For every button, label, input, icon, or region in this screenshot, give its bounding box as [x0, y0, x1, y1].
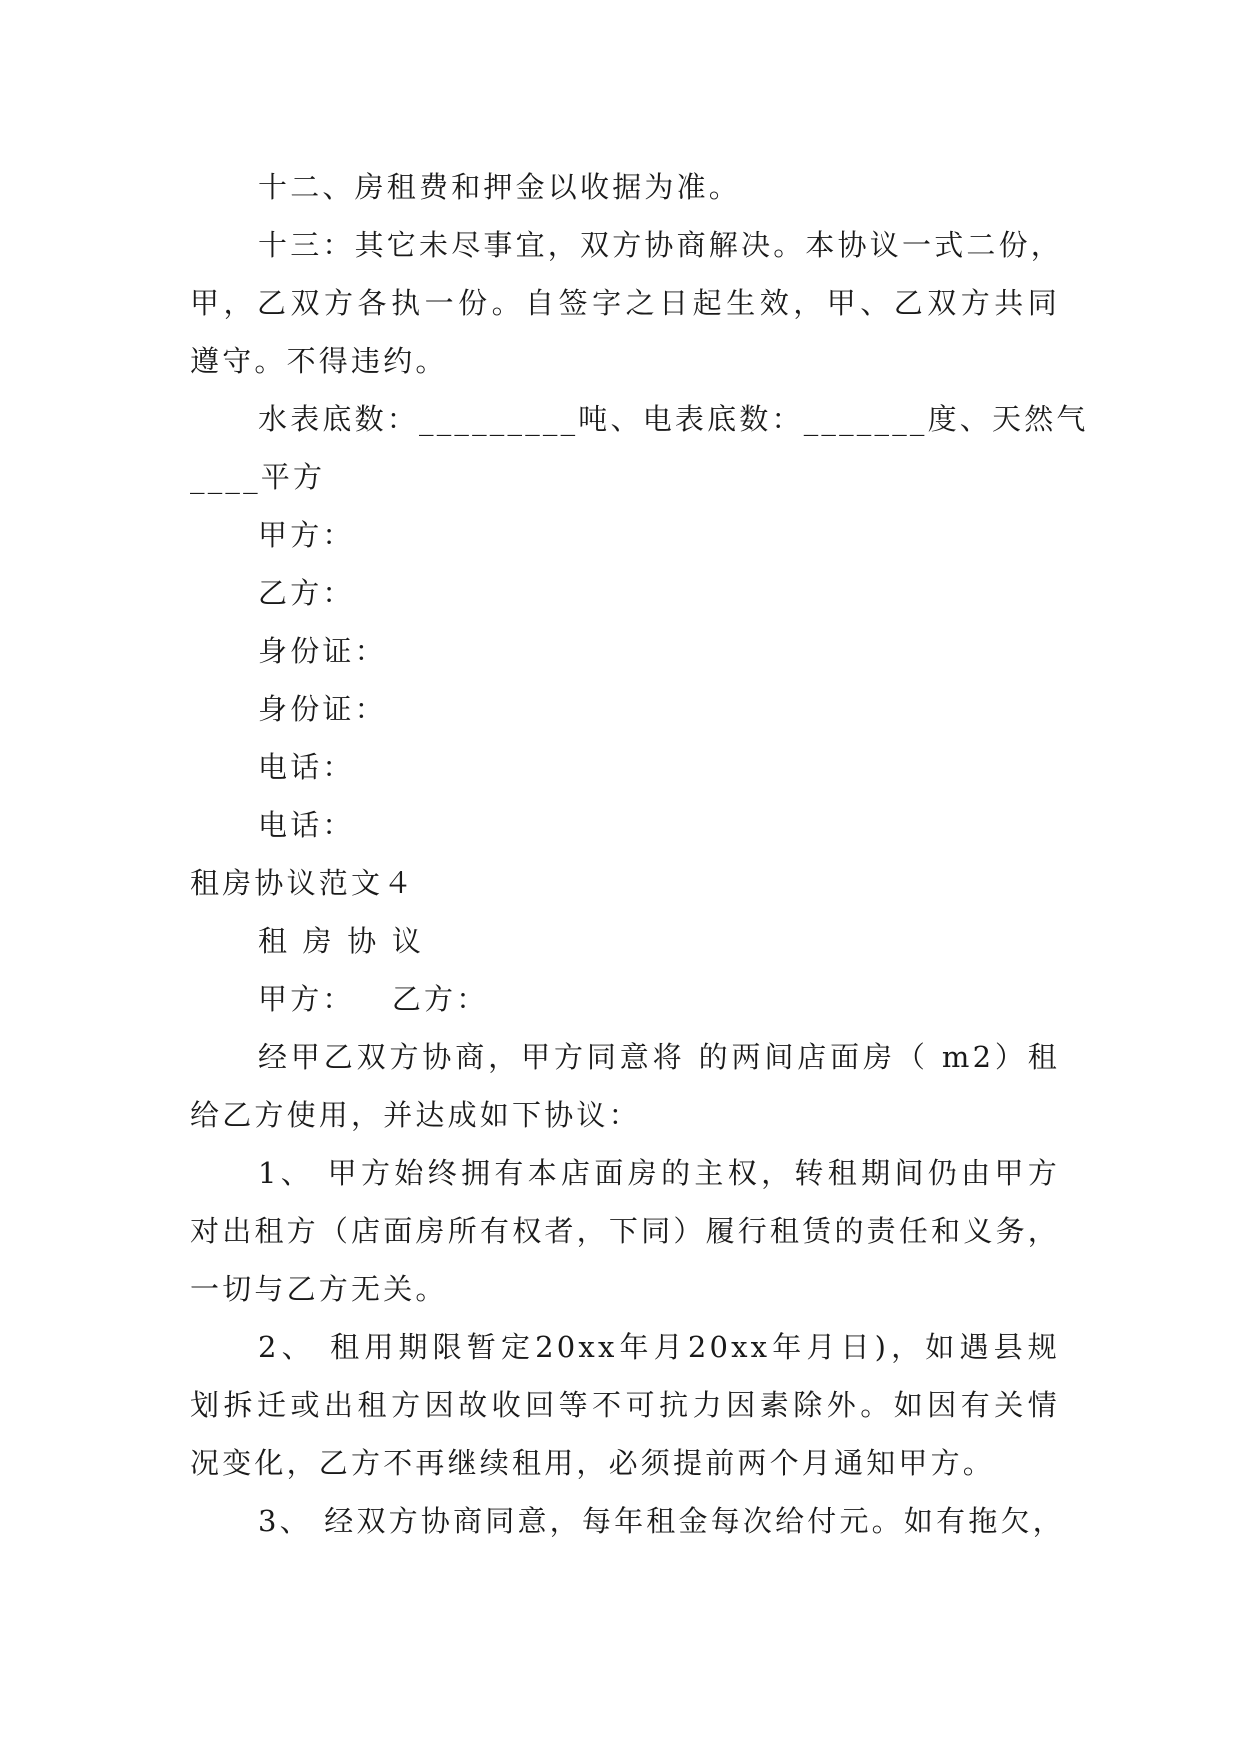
clause-13-line-1: 十三：其它未尽事宜，双方协商解决。本协议一式二份， [258, 228, 1064, 262]
phone-label-a: 电话： [258, 750, 355, 784]
clause-13-line-2: 甲，乙双方各执一份。自签字之日起生效，甲、乙双方共同 [190, 286, 1060, 320]
term-3-line-1: 3、 经双方协商同意，每年租金每次给付元。如有拖欠， [258, 1504, 1065, 1538]
term-1-line-3: 一切与乙方无关。 [190, 1272, 448, 1306]
intro-line-1: 经甲乙双方协商，甲方同意将 的两间店面房（ m2）租 [258, 1040, 1060, 1074]
intro-line-2: 给乙方使用，并达成如下协议： [190, 1098, 641, 1132]
id-card-label-a: 身份证： [258, 634, 387, 668]
clause-12: 十二、房租费和押金以收据为准。 [258, 170, 742, 204]
term-1-line-2: 对出租方（店面房所有权者，下同）履行租赁的责任和义务， [190, 1214, 1060, 1248]
term-2-line-3: 况变化，乙方不再继续租用，必须提前两个月通知甲方。 [190, 1446, 996, 1480]
party-b-label: 乙方： [258, 576, 355, 610]
id-card-label-b: 身份证： [258, 692, 387, 726]
term-2-line-2: 划拆迁或出租方因故收回等不可抗力因素除外。如因有关情 [190, 1388, 1060, 1422]
document-page [190, 158, 1089, 1550]
parties-line: 甲方： 乙方： [258, 982, 489, 1016]
party-a-label: 甲方： [258, 518, 355, 552]
phone-label-b: 电话： [258, 808, 355, 842]
term-2-line-1: 2、 租用期限暂定20xx年月20xx年月日)，如遇县规 [258, 1330, 1060, 1364]
meter-readings-line-2: ____平方 [190, 460, 326, 494]
term-1-line-1: 1、 甲方始终拥有本店面房的主权，转租期间仍由甲方 [258, 1156, 1060, 1190]
clause-13-line-3: 遵守。不得违约。 [190, 344, 448, 378]
meter-readings-line-1: 水表底数：_________吨、电表底数：_______度、天然气 [258, 402, 1089, 436]
section-heading: 租房协议范文４ [190, 866, 416, 900]
agreement-title: 租 房 协 议 [258, 924, 425, 958]
